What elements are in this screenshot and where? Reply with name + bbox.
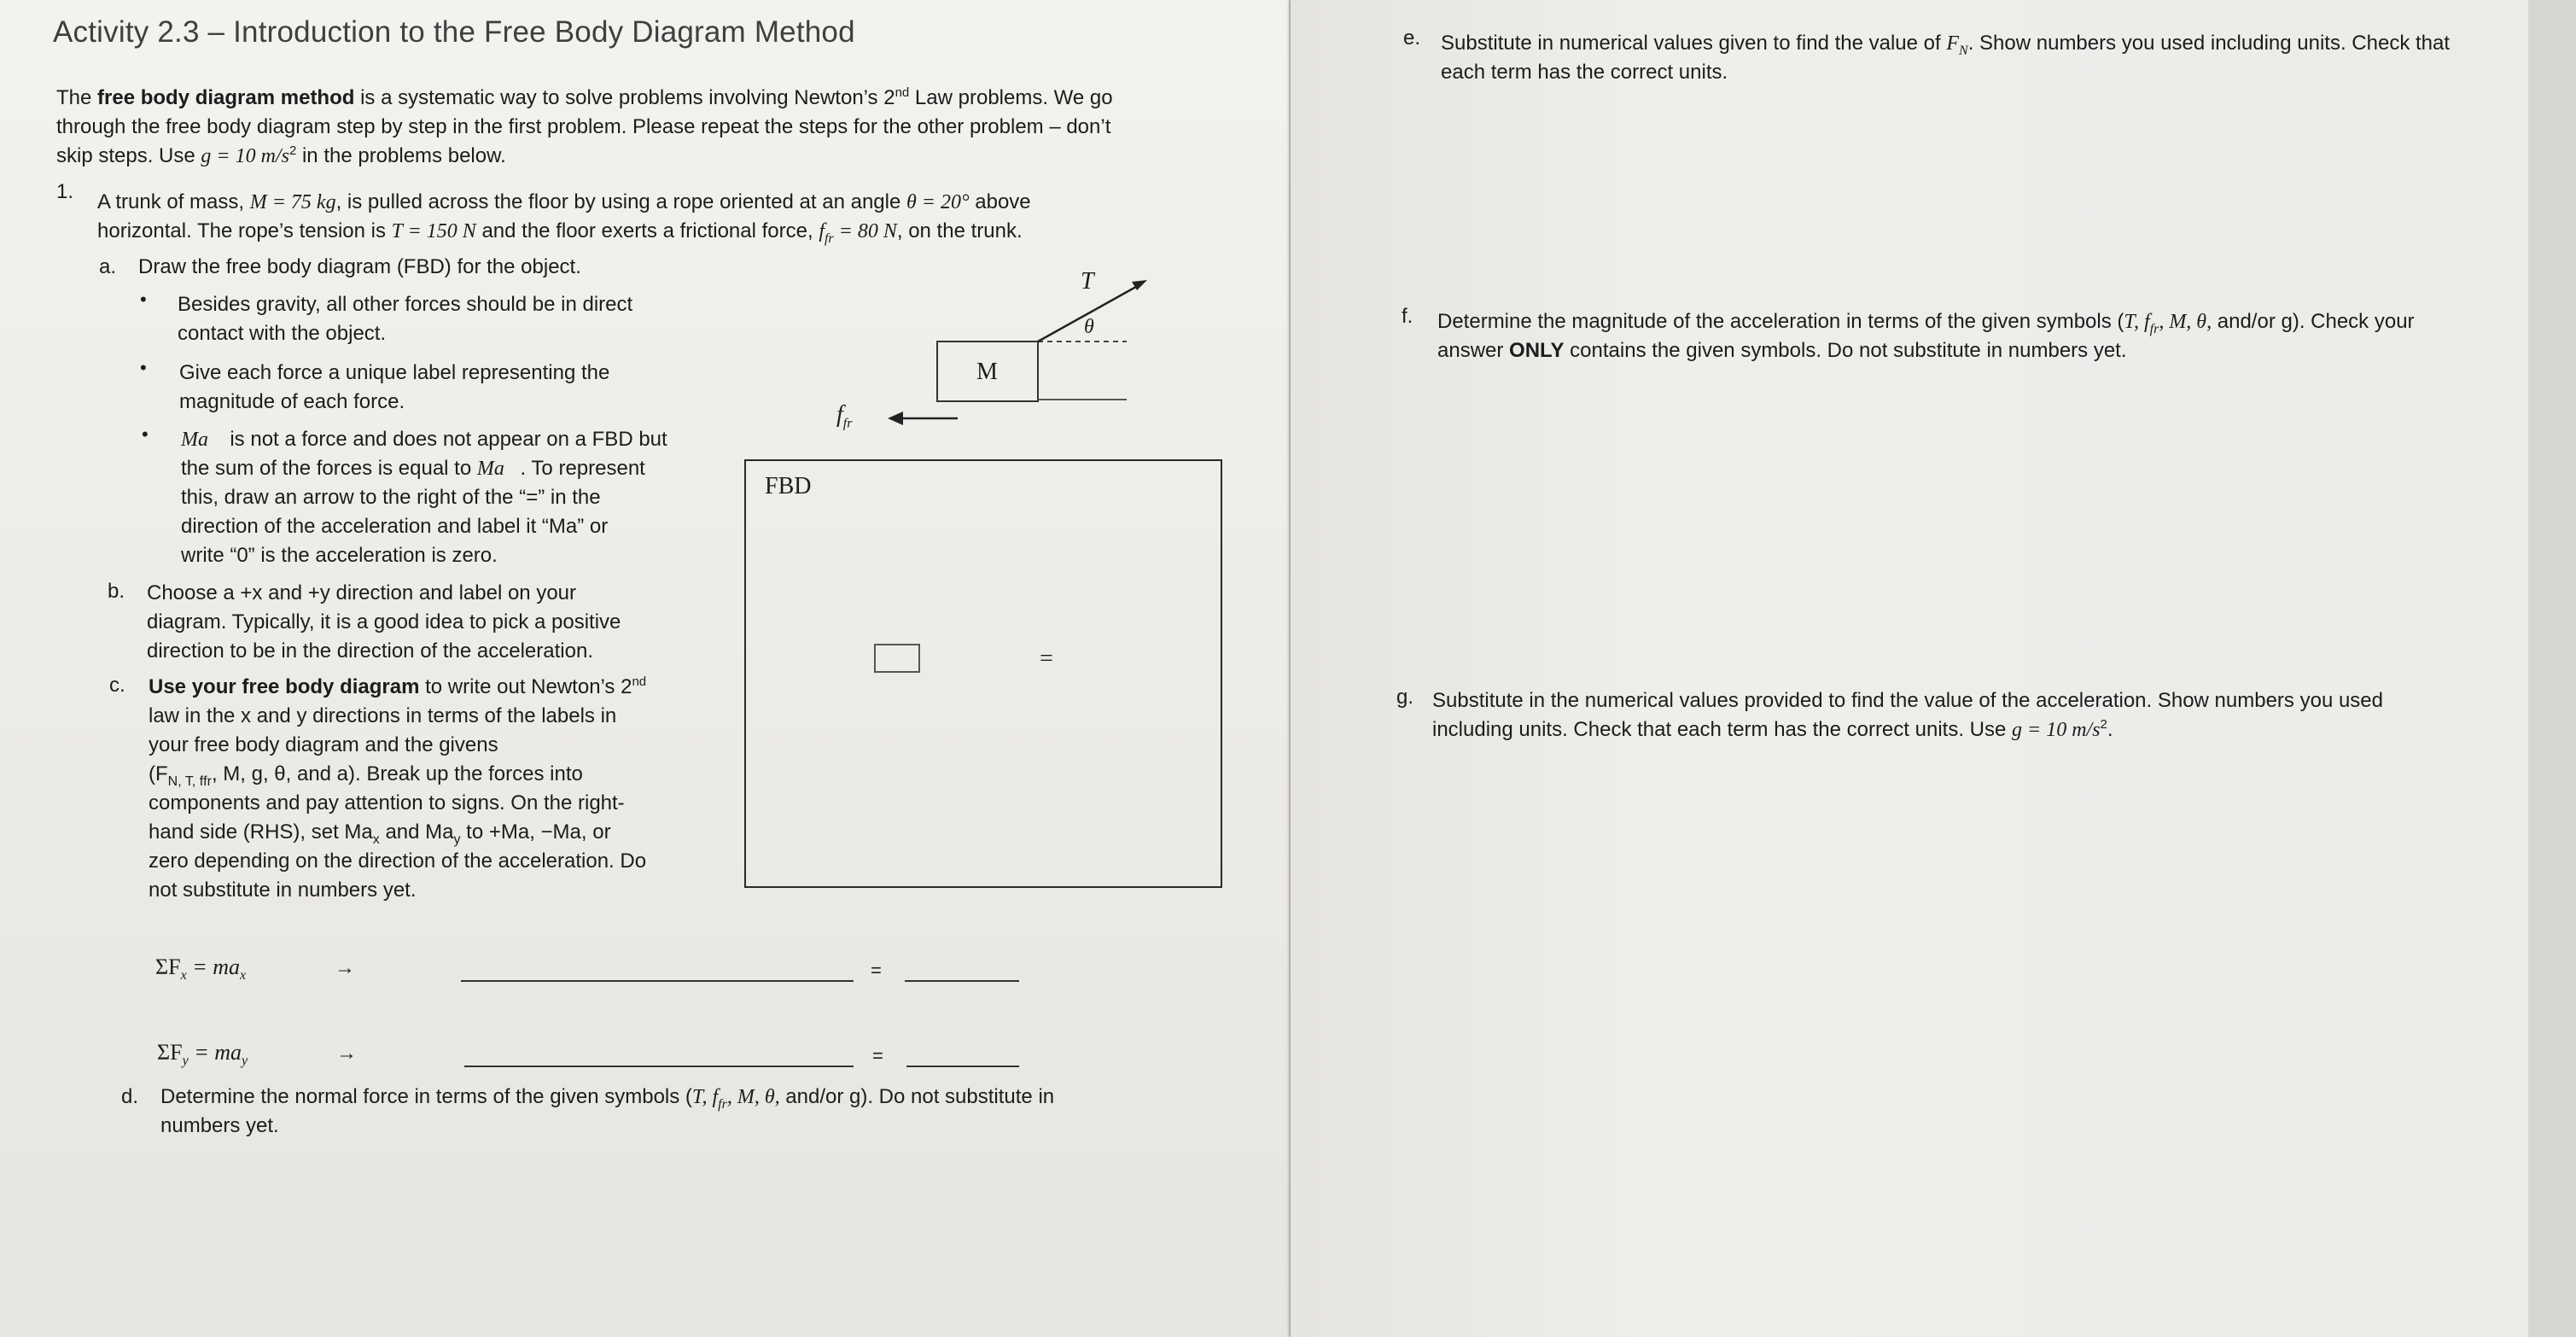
problem-1-text: A trunk of mass, M = 75 kg, is pulled across the floor by using a rope oriented at an angle θ = 20° above horizontal. The rope’s tension is T = 150 N and the floor exerts a frictional force, $f_{fr} = 80$ N, on the trunk. — [97, 190, 1031, 246]
friction-label: $f_{fr}$ — [836, 401, 853, 431]
fx-rhs-line[interactable] — [905, 980, 1019, 982]
problem-1-number: 1. — [56, 180, 74, 203]
intro-line-1: The free body diagram method is a systematic way to solve problems involving Newton’s 2nd Law problems. We go — [56, 85, 1113, 109]
bullet-2: • — [140, 357, 147, 378]
mass-label: M — [976, 359, 998, 385]
part-d-letter: d. — [121, 1085, 139, 1108]
part-a-text: Draw the free body diagram (FBD) for the object. — [138, 255, 581, 278]
bullet-1-text: Besides gravity, all other forces should be in direct contact with the object. — [178, 293, 633, 345]
tension-label: T — [1081, 268, 1094, 295]
page-title: Activity 2.3 – Introduction to the Free Body Diagram Method — [53, 15, 855, 49]
part-b-text: Choose a +x and +y direction and label on your diagram. Typically, it is a good idea to pick a positive direction to be in the direction of the acceleration. — [147, 581, 621, 663]
fy-equals: = — [872, 1045, 883, 1066]
trunk-diagram — [854, 265, 1178, 461]
part-f-letter: f. — [1402, 305, 1413, 328]
fbd-equals: = — [1040, 645, 1053, 672]
part-d-text: Determine the normal force in terms of the given symbols (T, $f_{fr}$, M, θ, and/or g). Do not substitute in numbers yet. — [160, 1085, 1055, 1137]
bullet-3-text: Ma⃗ is not a force and does not appear on a FBD but the sum of the forces is equal to Ma⃗. To represent this, draw an arrow to the right of the “=” in the direction of the acceleration and label it “Ma” or write “0” is the acceleration is zero. — [181, 428, 667, 567]
bullet-3: • — [142, 423, 149, 445]
bullet-2-text: Give each force a unique label representing the magnitude of each force. — [179, 361, 610, 413]
fx-arrow: → — [335, 956, 355, 979]
intro-line-2: through the free body diagram step by step in the first problem. Please repeat the steps for the other problem – don’t — [56, 115, 1111, 138]
right-page — [1291, 0, 2528, 1337]
fbd-object-box — [874, 644, 920, 673]
fy-answer-line[interactable] — [464, 1066, 854, 1067]
part-e-letter: e. — [1403, 26, 1421, 50]
angle-label: θ — [1084, 316, 1094, 338]
bullet-1: • — [140, 289, 147, 310]
fbd-box[interactable] — [744, 459, 1222, 888]
intro-paragraph — [56, 84, 1113, 171]
fx-answer-line[interactable] — [461, 980, 854, 982]
fy-rhs-line[interactable] — [906, 1066, 1019, 1067]
friction-arrowhead — [888, 412, 903, 425]
part-g-letter: g. — [1396, 686, 1414, 709]
background-surface — [2528, 0, 2576, 1337]
part-c-text: Use your free body diagram to write out Newton’s 2nd law in the x and y directions in terms of the labels in your free body diagram and the givens ($F_{N, T, ffr}$, M, g, θ, and a). Break up the forces into components and pay attention to signs. On the right- hand side (RHS), set $Ma_x$ and $Ma_y$ to +Ma, −Ma, or zero depending on the direction of the acceleration. Do not substitute in numbers yet. — [149, 674, 647, 902]
fx-equals: = — [871, 960, 882, 981]
part-a-letter: a. — [99, 255, 117, 278]
part-f-text: Determine the magnitude of the acceleration in terms of the given symbols (T, $f_{fr}$, M, θ, and/or g). Check your answer ONLY contains the given symbols. Do not substitute in numbers yet. — [1437, 310, 2415, 362]
part-b-letter: b. — [108, 580, 125, 603]
fbd-label: FBD — [765, 473, 812, 499]
sum-fx-equation: $\Sigma F_x = ma_x$ — [155, 955, 247, 984]
part-c-letter: c. — [109, 674, 125, 697]
sum-fy-equation: $\Sigma F_y = ma_y$ — [157, 1040, 248, 1069]
part-g-text: Substitute in the numerical values provided to find the value of the acceleration. Show numbers you used including units. Check that each term has the correct units. Use g = 10 $m/s^2$. — [1432, 689, 2383, 741]
intro-line-3: skip steps. Use g = 10 $m/s^2$ in the problems below. — [56, 143, 506, 167]
intro-bold: free body diagram method — [97, 86, 355, 109]
fy-arrow: → — [336, 1042, 357, 1065]
part-e-text: Substitute in numerical values given to find the value of $F_N$. Show numbers you used including units. Check that each term has the correct units. — [1441, 32, 2451, 84]
